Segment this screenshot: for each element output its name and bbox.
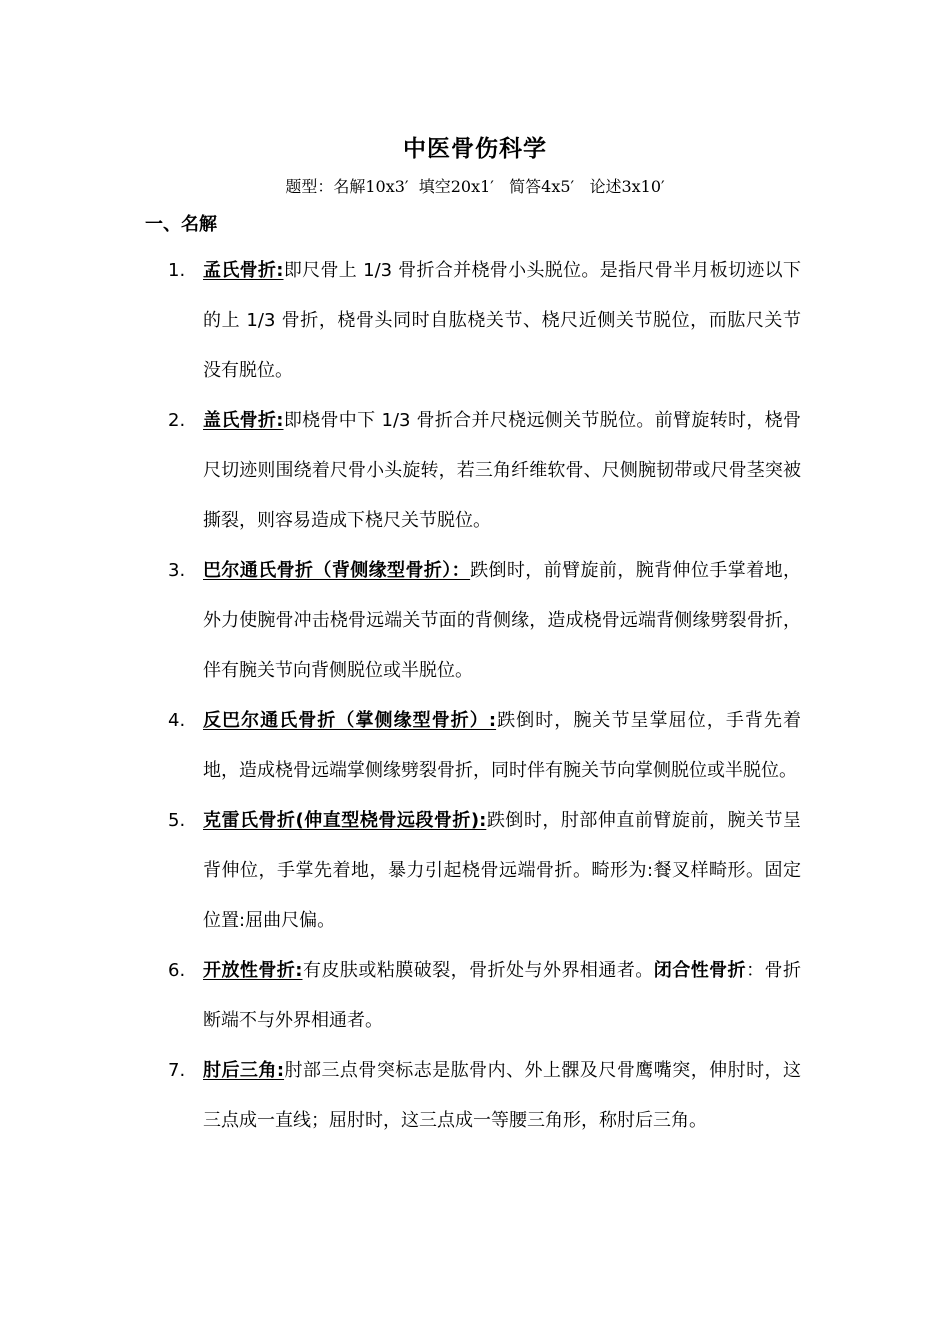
item-number: 7. xyxy=(168,1060,186,1081)
item-text: 跌倒时，前臂旋前，腕背伸位手掌着地，外力使腕骨冲击桡骨远端关节面的背侧缘，造成桡骨远端背侧缘劈裂骨折，伴有腕关节向背侧脱位或半脱位。 xyxy=(203,560,801,681)
item-number: 4. xyxy=(168,710,186,731)
item-number: 3. xyxy=(168,560,186,581)
item-text-secondary: ：骨折断端不与外界相通者。 xyxy=(203,960,802,1031)
item-number: 2. xyxy=(168,410,186,431)
item-text: 即尺骨上 1/3 骨折合并桡骨小头脱位。是指尺骨半月板切迹以下的上 1/3 骨折，桡骨头同时自肱桡关节、桡尺近侧关节脱位，而肱尺关节没有脱位。 xyxy=(203,260,801,381)
item-text: 跌倒时，肘部伸直前臂旋前，腕关节呈背伸位，手掌先着地，暴力引起桡骨远端骨折。畸形为:餐叉样畸形。固定位置:屈曲尺偏。 xyxy=(203,810,801,931)
definition-list xyxy=(0,246,950,1146)
item-number: 6. xyxy=(168,960,186,981)
item-term: 反巴尔通氏骨折（掌侧缘型骨折）: xyxy=(203,710,497,731)
item-term: 开放性骨折: xyxy=(203,960,303,981)
item-text: 即桡骨中下 1/3 骨折合并尺桡远侧关节脱位。前臂旋转时，桡骨尺切迹则围绕着尺骨小头旋转，若三角纤维软骨、尺侧腕韧带或尺骨茎突被撕裂，则容易造成下桡尺关节脱位。 xyxy=(203,410,801,531)
item-term: 克雷氏骨折(伸直型桡骨远段骨折): xyxy=(203,810,487,831)
item-term-secondary: 闭合性骨折 xyxy=(653,960,747,981)
item-text: 跌倒时，腕关节呈掌屈位，手背先着地，造成桡骨远端掌侧缘劈裂骨折，同时伴有腕关节向掌侧脱位或半脱位。 xyxy=(203,710,802,781)
document-title: 中医骨伤科学 xyxy=(403,135,547,162)
section-heading: 一、名解 xyxy=(145,214,217,235)
definition-item-5 xyxy=(0,796,801,946)
definition-item-3 xyxy=(0,546,801,696)
item-term: 巴尔通氏骨折（背侧缘型骨折）： xyxy=(203,560,471,581)
item-term: 盖氏骨折: xyxy=(203,410,284,431)
item-text: 肘部三点骨突标志是肱骨内、外上髁及尺骨鹰嘴突，伸肘时，这三点成一直线；屈肘时，这三点成一等腰三角形，称肘后三角。 xyxy=(203,1060,802,1131)
item-term: 孟氏骨折: xyxy=(203,260,284,281)
definition-item-4 xyxy=(0,696,801,796)
definition-item-1 xyxy=(0,246,801,396)
definition-item-7 xyxy=(0,1046,801,1146)
definition-item-6 xyxy=(0,946,801,1046)
item-number: 1. xyxy=(168,260,186,281)
item-number: 5. xyxy=(168,810,186,831)
item-text: 有皮肤或粘膜破裂，骨折处与外界相通者。 xyxy=(302,960,654,981)
item-term: 肘后三角: xyxy=(203,1060,285,1081)
question-types-line: 题型：名解10x3′ 填空20x1′ 简答4x5′ 论述3x10′ xyxy=(285,177,665,196)
definition-item-2 xyxy=(0,396,801,546)
